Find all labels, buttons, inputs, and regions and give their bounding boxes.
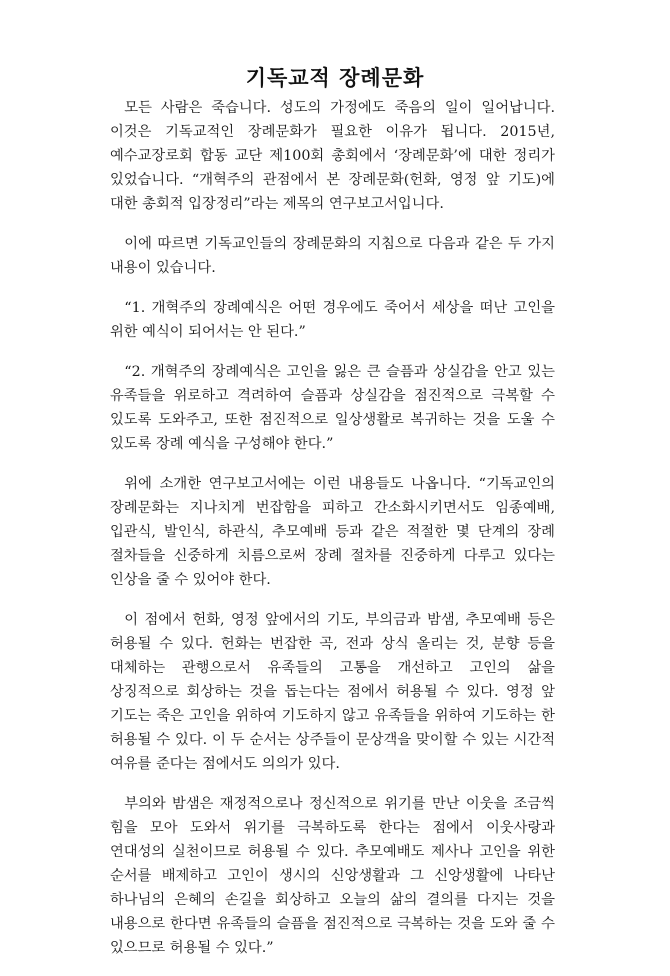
- document-body: [110, 96, 555, 976]
- paragraph-7: 부의와 밤샘은 재정적으로나 정신적으로 위기를 만난 이웃을 조금씩 힘을 모아 도와서 위기를 극복하도록 한다는 점에서 이웃사랑과 연대성의 실천이므로 허용될 수 있다. 추모예배도 제사나 고인을 위한 순서를 배제하고 고인이 생시의 신앙생활과 그 신앙생활에 나타난 하나님의 은혜의 손길을 회상하고 오늘의 삶의 결의를 다지는 것을 내용으로 한다면 유족들의 슬픔을 점진적으로 극복하는 것을 도와 줄 수 있으므로 허용될 수 있다.”: [110, 796, 555, 956]
- paragraph-2: 이에 따르면 기독교인들의 장례문화의 지침으로 다음과 같은 두 가지 내용이 있습니다.: [110, 236, 555, 276]
- paragraph-5: 위에 소개한 연구보고서에는 이런 내용들도 나옵니다. “기독교인의 장례문화는 지나치게 번잡함을 피하고 간소화시키면서도 임종예배, 입관식, 발인식, 하관식, 추모예배 등과 같은 적절한 몇 단계의 장례 절차들을 신중하게 치름으로써 장례 절차를 진중하게 다루고 있다는 인상을 줄 수 있어야 한다.: [110, 476, 555, 588]
- paragraph-6: 이 점에서 헌화, 영정 앞에서의 기도, 부의금과 밤샘, 추모예배 등은 허용될 수 있다. 헌화는 번잡한 곡, 전과 상식 올리는 것, 분향 등을 대체하는 관행으로서 유족들의 고통을 개선하고 고인의 삶을 상징적으로 회상하는 것을 돕는다는 점에서 허용될 수 있다. 영정 앞 기도는 죽은 고인을 위하여 기도하지 않고 유족들을 위하여 기도하는 한 허용될 수 있다. 이 두 순서는 상주들이 문상객을 맞이할 수 있는 시간적 여유를 준다는 점에서도 의의가 있다.: [110, 612, 555, 772]
- paragraph-4: “2. 개혁주의 장례예식은 고인을 잃은 큰 슬픔과 상실감을 안고 있는 유족들을 위로하고 격려하여 슬픔과 상실감을 점진적으로 극복할 수 있도록 도와주고, 또한 점진적으로 일상생활로 복귀하는 것을 도울 수 있도록 장례 예식을 구성해야 한다.”: [110, 364, 555, 452]
- document-title: 기독교적 장례문화: [245, 66, 425, 90]
- paragraph-3: “1. 개혁주의 장례예식은 어떤 경우에도 죽어서 세상을 떠난 고인을 위한 예식이 되어서는 안 된다.”: [110, 300, 555, 340]
- paragraph-1: 모든 사람은 죽습니다. 성도의 가정에도 죽음의 일이 일어납니다. 이것은 기독교적인 장례문화가 필요한 이유가 됩니다. 2015년, 예수교장로회 합동 교단 제100회 총회에서 ‘장례문화’에 대한 정리가 있었습니다. “개혁주의 관점에서 본 장례문화(헌화, 영정 앞 기도)에 대한 총회적 입장정리”라는 제목의 연구보고서입니다.: [110, 100, 555, 212]
